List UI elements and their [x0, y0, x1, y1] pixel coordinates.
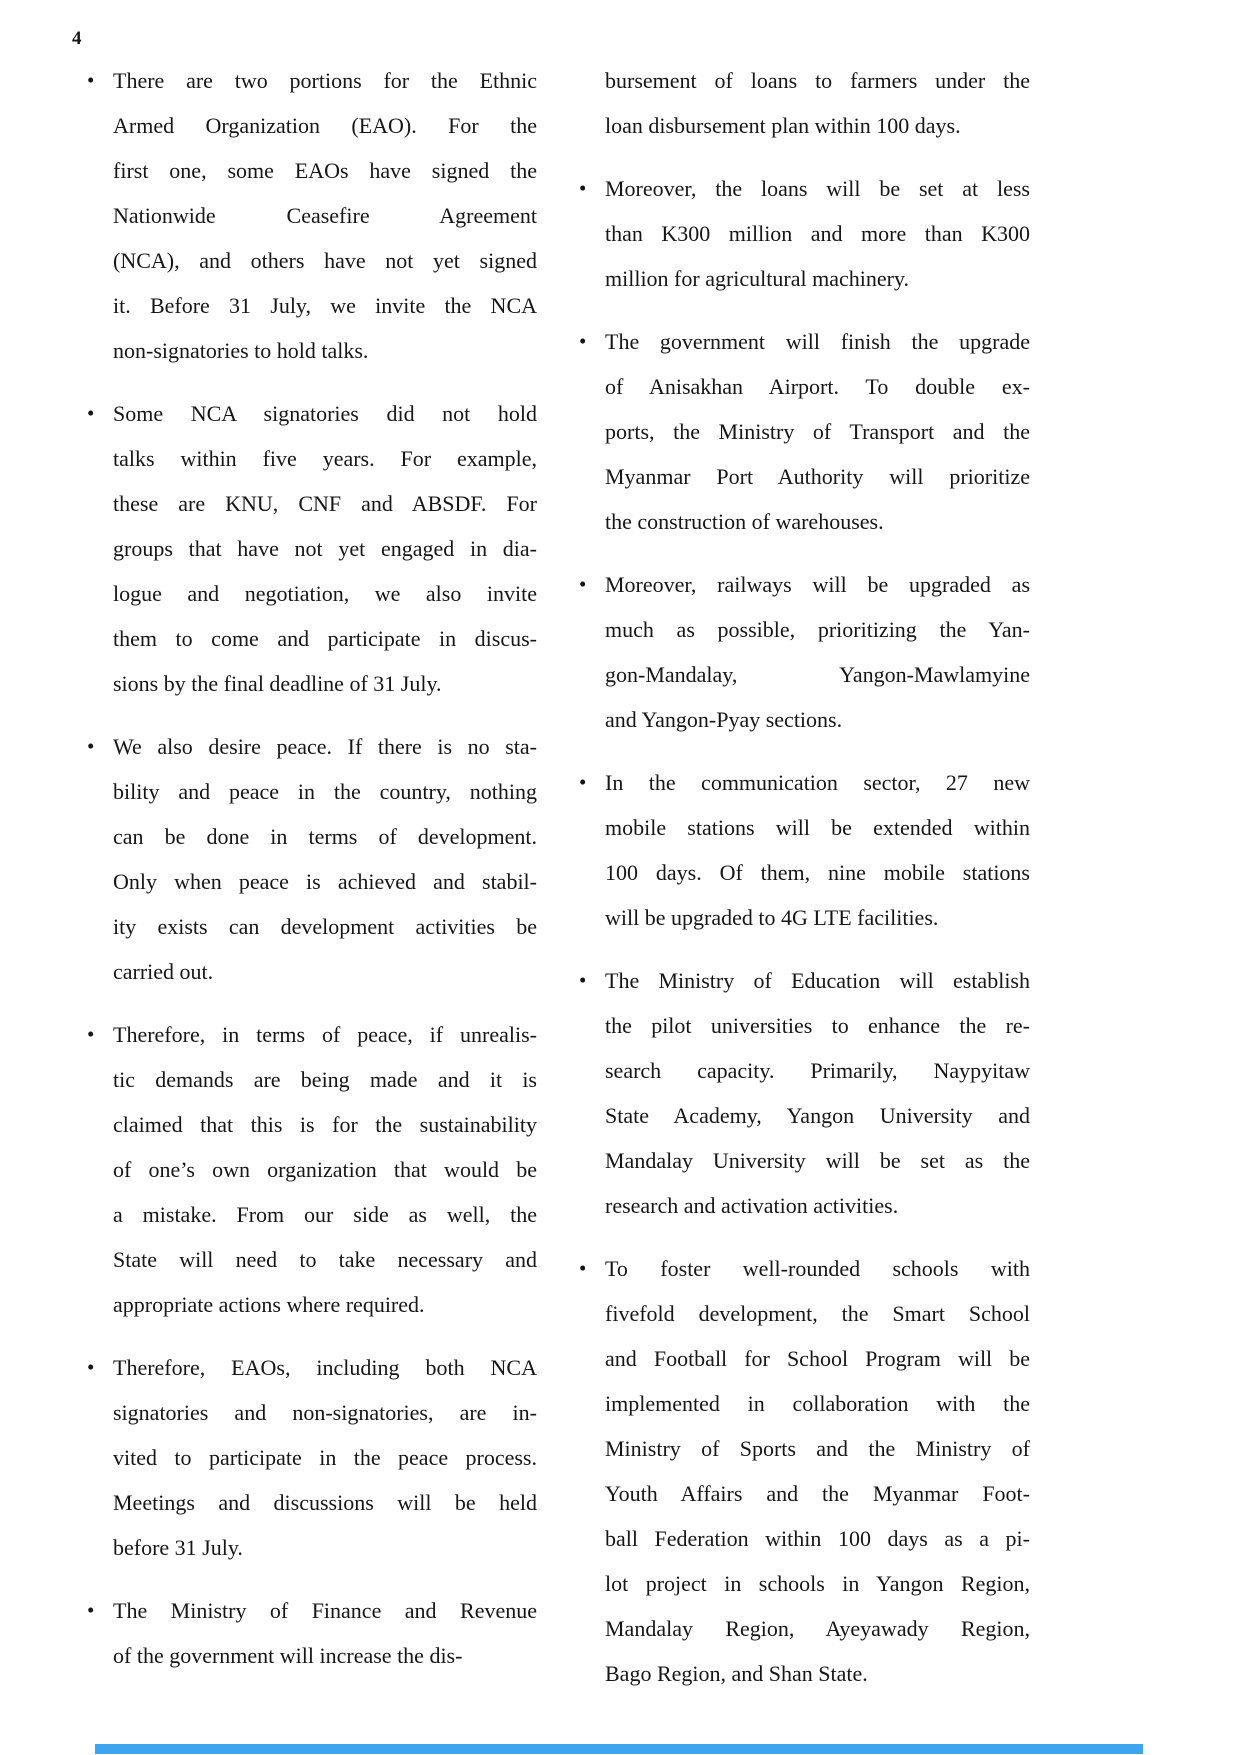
text-line: Mandalay University will be set as the [605, 1148, 1030, 1173]
text-line: signatories and non-signatories, are in- [113, 1400, 537, 1425]
text-line: of one’s own organization that would be [113, 1157, 537, 1182]
text-line: the construction of warehouses. [605, 509, 884, 534]
text-line: Only when peace is achieved and stabil- [113, 869, 537, 894]
text-line: carried out. [113, 959, 214, 984]
bullet-item [85, 1012, 537, 1327]
text-line: We also desire peace. If there is no sta- [113, 734, 537, 759]
bullet-item [85, 1345, 537, 1570]
text-line: talks within five years. For example, [113, 446, 537, 471]
text-line: than K300 million and more than K300 [605, 221, 1030, 246]
text-line: bursement of loans to farmers under the [605, 68, 1030, 93]
text-line: implemented in collaboration with the [605, 1391, 1030, 1416]
text-line: them to come and participate in discus- [113, 626, 537, 651]
text-line: first one, some EAOs have signed the [113, 158, 537, 183]
text-line: The Ministry of Education will establish [605, 968, 1030, 993]
text-line: can be done in terms of development. [113, 824, 537, 849]
text-line: gon-Mandalay, Yangon-Mawlamyine [605, 662, 1030, 687]
bullet-item [85, 58, 537, 373]
text-line: search capacity. Primarily, Naypyitaw [605, 1058, 1030, 1083]
bullet-item [85, 1588, 537, 1678]
text-line: and Yangon-Pyay sections. [605, 707, 843, 732]
text-line: To foster well-rounded schools with [605, 1256, 1030, 1281]
bullet-icon: • [579, 176, 587, 200]
text-line: In the communication sector, 27 new [605, 770, 1030, 795]
bullet-icon: • [87, 1022, 95, 1046]
text-line: There are two portions for the Ethnic [113, 68, 537, 93]
bullet-icon: • [579, 572, 587, 596]
text-line: it. Before 31 July, we invite the NCA [113, 293, 537, 318]
text-line: Ministry of Sports and the Ministry of [605, 1436, 1030, 1461]
text-column-right [577, 58, 1030, 1714]
text-line: lot project in schools in Yangon Region, [605, 1571, 1030, 1596]
text-line: appropriate actions where required. [113, 1292, 425, 1317]
text-line: fivefold development, the Smart School [605, 1301, 1030, 1326]
text-line: Mandalay Region, Ayeyawady Region, [605, 1616, 1030, 1641]
text-line: of the government will increase the dis- [113, 1643, 463, 1668]
text-line: State Academy, Yangon University and [605, 1103, 1030, 1128]
bullet-icon: • [579, 770, 587, 794]
text-line: bility and peace in the country, nothing [113, 779, 537, 804]
text-line: Moreover, railways will be upgraded as [605, 572, 1030, 597]
bullet-icon: • [579, 329, 587, 353]
text-line: these are KNU, CNF and ABSDF. For [113, 491, 537, 516]
bullet-item [577, 166, 1030, 301]
text-selection-highlight-bar [95, 1744, 1143, 1754]
text-line: mobile stations will be extended within [605, 815, 1030, 840]
bullet-icon: • [87, 1598, 95, 1622]
text-line: Youth Affairs and the Myanmar Foot- [605, 1481, 1030, 1506]
text-line: much as possible, prioritizing the Yan- [605, 617, 1030, 642]
text-line: before 31 July. [113, 1535, 243, 1560]
text-column-left [85, 58, 537, 1696]
text-line: groups that have not yet engaged in dia- [113, 536, 537, 561]
text-line: Therefore, EAOs, including both NCA [113, 1355, 537, 1380]
bullet-icon: • [579, 968, 587, 992]
text-line: Therefore, in terms of peace, if unrealis- [113, 1022, 537, 1047]
bullet-icon: • [87, 68, 95, 92]
text-line: Some NCA signatories did not hold [113, 401, 537, 426]
bullet-item [577, 562, 1030, 742]
text-line: ports, the Ministry of Transport and the [605, 419, 1030, 444]
text-line: a mistake. From our side as well, the [113, 1202, 537, 1227]
text-line: ity exists can development activities be [113, 914, 537, 939]
text-line: 100 days. Of them, nine mobile stations [605, 860, 1030, 885]
text-line: claimed that this is for the sustainability [113, 1112, 537, 1137]
text-line: Bago Region, and Shan State. [605, 1661, 868, 1686]
page-number: 4 [72, 28, 82, 49]
text-line: non-signatories to hold talks. [113, 338, 369, 363]
bullet-icon: • [87, 1355, 95, 1379]
text-line: Armed Organization (EAO). For the [113, 113, 537, 138]
text-line: The government will finish the upgrade [605, 329, 1030, 354]
text-line: (NCA), and others have not yet signed [113, 248, 537, 273]
text-line: million for agricultural machinery. [605, 266, 910, 291]
text-line: Meetings and discussions will be held [113, 1490, 537, 1515]
text-line: Moreover, the loans will be set at less [605, 176, 1030, 201]
bullet-icon: • [87, 734, 95, 758]
bullet-icon: • [579, 1256, 587, 1280]
bullet-icon: • [87, 401, 95, 425]
text-line: and Football for School Program will be [605, 1346, 1030, 1371]
text-line: sions by the final deadline of 31 July. [113, 671, 442, 696]
text-line: ball Federation within 100 days as a pi- [605, 1526, 1030, 1551]
text-line: Myanmar Port Authority will prioritize [605, 464, 1030, 489]
text-line: The Ministry of Finance and Revenue [113, 1598, 537, 1623]
text-line: vited to participate in the peace process. [113, 1445, 537, 1470]
bullet-item [577, 760, 1030, 940]
bullet-item [85, 391, 537, 706]
text-line: loan disbursement plan within 100 days. [605, 113, 961, 138]
bullet-item [577, 958, 1030, 1228]
bullet-item [85, 724, 537, 994]
text-line: State will need to take necessary and [113, 1247, 537, 1272]
text-line: the pilot universities to enhance the re- [605, 1013, 1030, 1038]
text-line: will be upgraded to 4G LTE facilities. [605, 905, 939, 930]
text-line: of Anisakhan Airport. To double ex- [605, 374, 1030, 399]
continuation-paragraph [577, 58, 1030, 148]
bullet-item [577, 1246, 1030, 1696]
text-line: research and activation activities. [605, 1193, 899, 1218]
text-line: tic demands are being made and it is [113, 1067, 537, 1092]
text-line: Nationwide Ceasefire Agreement [113, 203, 537, 228]
text-line: logue and negotiation, we also invite [113, 581, 537, 606]
bullet-item [577, 319, 1030, 544]
